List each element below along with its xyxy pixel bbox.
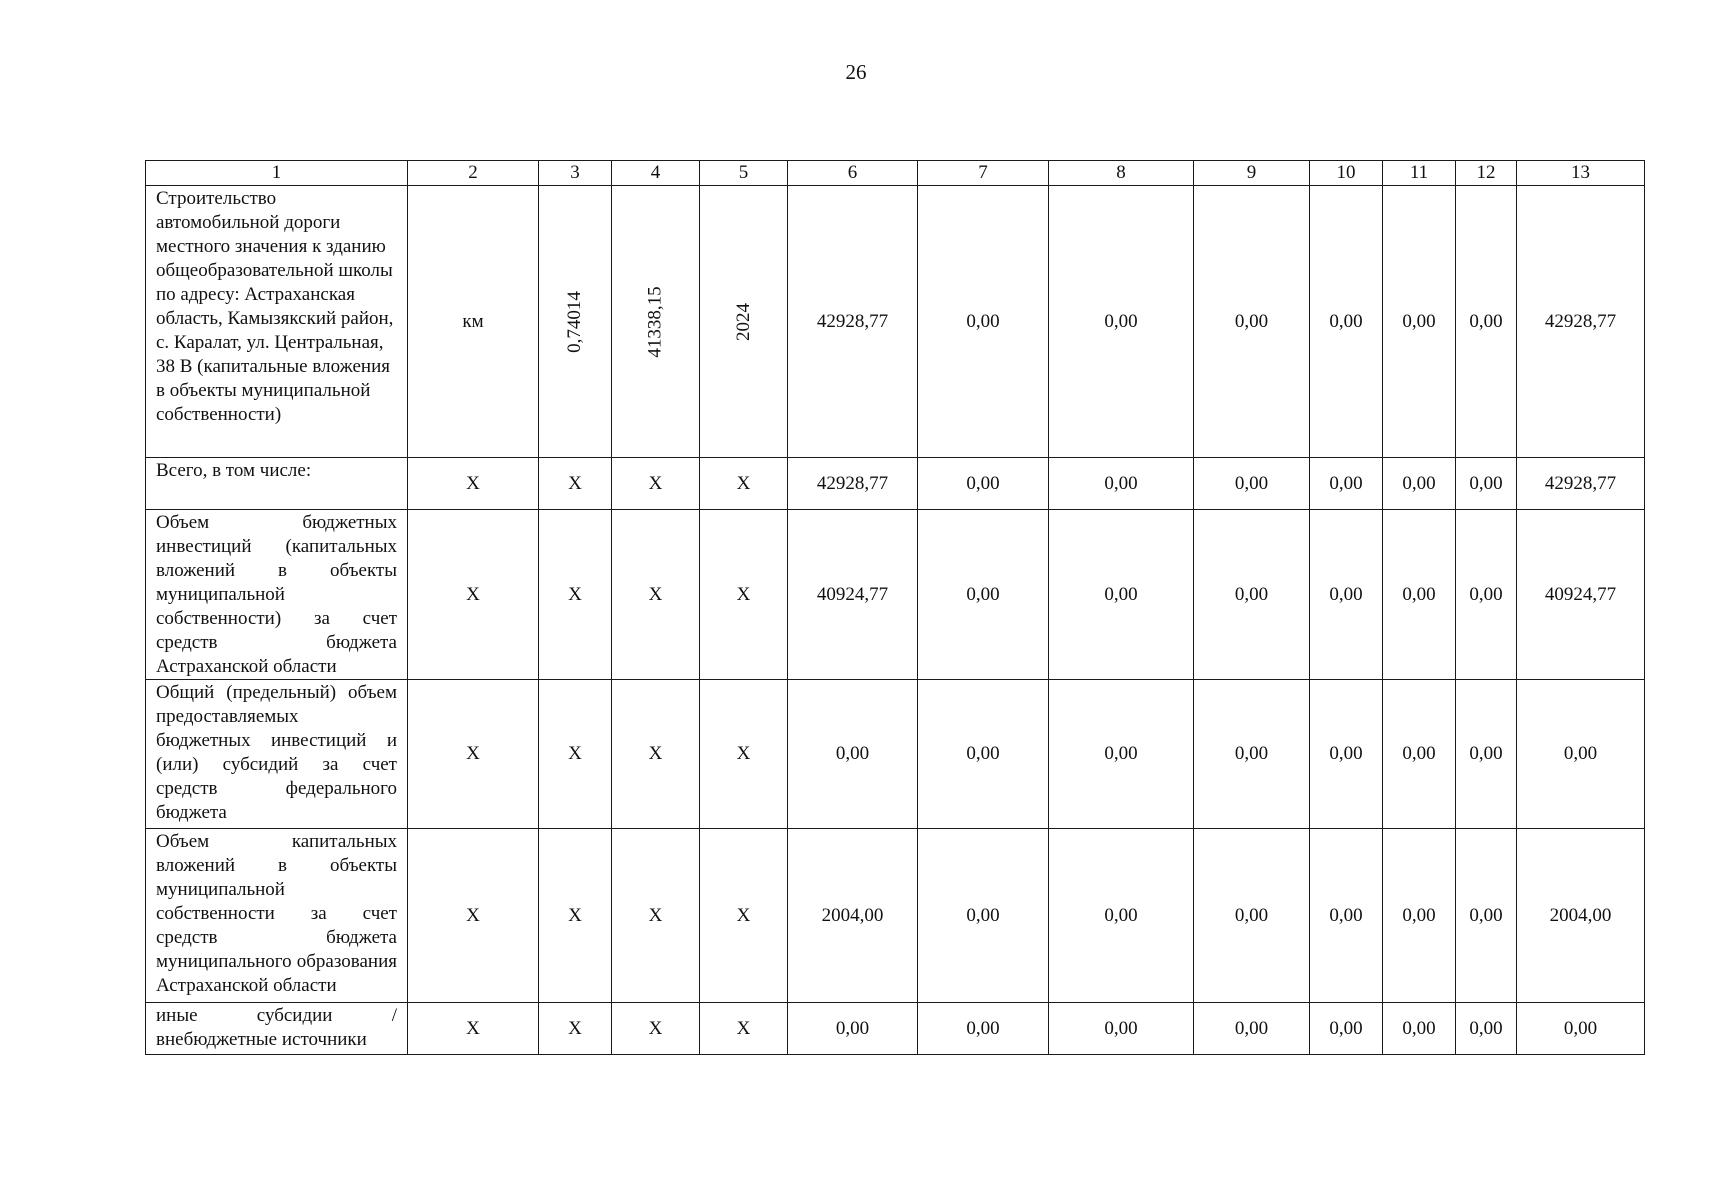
row-label: Объем бюджетных инвестиций (капитальных вложений в объекты муниципальной собственности) за счет средств бюджета Астраханской области (146, 510, 408, 680)
value-cell: 2004,00 (788, 829, 918, 1003)
value-cell: 0,00 (788, 1003, 918, 1055)
value-cell: 0,00 (1310, 458, 1383, 510)
value-cell: X (612, 1003, 700, 1055)
value-cell: X (612, 680, 700, 829)
table-row-federal-budget (146, 680, 1645, 829)
value-cell: 0,00 (1049, 458, 1194, 510)
header-cell: 10 (1310, 161, 1383, 186)
estimated-cost-value: 41338,15 (644, 285, 666, 358)
value-cell: 0,00 (1194, 458, 1310, 510)
row-label: Общий (предельный) объем предоставляемых бюджетных инвестиций и (или) субсидий за счет средств федерального бюджета (146, 680, 408, 829)
table-row-construction (146, 186, 1645, 458)
table-row-municipal-budget (146, 829, 1645, 1003)
year-value: 2024 (732, 302, 754, 341)
row-label: иные субсидии / внебюджетные источники (146, 1003, 408, 1055)
value-cell: 0,00 (1194, 829, 1310, 1003)
header-cell: 11 (1383, 161, 1456, 186)
value-cell: 42928,77 (1517, 186, 1645, 458)
header-cell: 13 (1517, 161, 1645, 186)
value-cell: 0,00 (1383, 510, 1456, 680)
table-row-total (146, 458, 1645, 510)
value-cell: X (700, 680, 788, 829)
value-cell: X (539, 1003, 612, 1055)
value-cell: 0,00 (1456, 680, 1517, 829)
capacity-cell (539, 186, 612, 458)
value-cell: X (539, 510, 612, 680)
value-cell: 0,00 (1456, 510, 1517, 680)
value-cell: X (700, 829, 788, 1003)
value-cell: X (700, 458, 788, 510)
value-cell: 42928,77 (788, 186, 918, 458)
header-cell: 5 (700, 161, 788, 186)
value-cell: X (612, 458, 700, 510)
header-cell: 3 (539, 161, 612, 186)
value-cell: 0,00 (918, 458, 1049, 510)
header-cell: 1 (146, 161, 408, 186)
value-cell: 40924,77 (788, 510, 918, 680)
value-cell: 0,00 (1194, 1003, 1310, 1055)
value-cell: X (612, 829, 700, 1003)
row-label: Всего, в том числе: (146, 458, 408, 510)
value-cell: 2004,00 (1517, 829, 1645, 1003)
unit-cell: км (408, 186, 539, 458)
value-cell: 0,00 (918, 680, 1049, 829)
header-cell: 9 (1194, 161, 1310, 186)
header-row (146, 161, 1645, 186)
value-cell: X (408, 680, 539, 829)
value-cell: 0,00 (918, 829, 1049, 1003)
value-cell: 0,00 (1456, 1003, 1517, 1055)
value-cell: 40924,77 (1517, 510, 1645, 680)
value-cell: 0,00 (1310, 510, 1383, 680)
value-cell: X (539, 458, 612, 510)
value-cell: X (700, 510, 788, 680)
value-cell: 0,00 (1194, 186, 1310, 458)
value-cell: X (612, 510, 700, 680)
header-cell: 12 (1456, 161, 1517, 186)
value-cell: 0,00 (1456, 458, 1517, 510)
header-cell: 6 (788, 161, 918, 186)
page-number: 26 (845, 60, 867, 84)
value-cell: X (408, 829, 539, 1003)
row-label: Строительство автомобильной дороги местного значения к зданию общеобразовательной школы по адресу: Астраханская область, Камызякский район, с. Каралат, ул. Центральная, 38 В (капитальные вложения в объекты муниципальной собственности) (146, 186, 408, 458)
value-cell: X (539, 680, 612, 829)
value-cell: 0,00 (1383, 680, 1456, 829)
value-cell: 0,00 (1310, 829, 1383, 1003)
value-cell: 0,00 (1049, 680, 1194, 829)
value-cell: 0,00 (1383, 458, 1456, 510)
value-cell: 0,00 (1517, 680, 1645, 829)
value-cell: 0,00 (1049, 1003, 1194, 1055)
value-cell: 0,00 (1383, 829, 1456, 1003)
value-cell: 0,00 (918, 1003, 1049, 1055)
value-cell: 0,00 (788, 680, 918, 829)
capacity-value: 0,74014 (564, 290, 585, 353)
header-cell: 4 (612, 161, 700, 186)
value-cell: 0,00 (1517, 1003, 1645, 1055)
value-cell: 0,00 (1310, 680, 1383, 829)
table-row-other-sources (146, 1003, 1645, 1055)
value-cell: 0,00 (1383, 186, 1456, 458)
header-cell: 8 (1049, 161, 1194, 186)
value-cell: 0,00 (1310, 1003, 1383, 1055)
value-cell: 0,00 (1194, 680, 1310, 829)
value-cell: 0,00 (1456, 186, 1517, 458)
header-cell: 2 (408, 161, 539, 186)
value-cell: 42928,77 (788, 458, 918, 510)
value-cell: 0,00 (918, 186, 1049, 458)
value-cell: 42928,77 (1517, 458, 1645, 510)
value-cell: 0,00 (1310, 186, 1383, 458)
value-cell: 0,00 (1049, 829, 1194, 1003)
value-cell: 0,00 (1194, 510, 1310, 680)
value-cell: 0,00 (1383, 1003, 1456, 1055)
value-cell: X (408, 1003, 539, 1055)
value-cell: 0,00 (1049, 186, 1194, 458)
header-cell: 7 (918, 161, 1049, 186)
investment-table (145, 160, 1645, 1055)
value-cell: X (408, 510, 539, 680)
row-label: Объем капитальных вложений в объекты муниципальной собственности за счет средств бюджета муниципального образования Астраханской области (146, 829, 408, 1003)
value-cell: 0,00 (918, 510, 1049, 680)
table-row-regional-budget (146, 510, 1645, 680)
value-cell: X (408, 458, 539, 510)
value-cell: X (700, 1003, 788, 1055)
value-cell: X (539, 829, 612, 1003)
value-cell: 0,00 (1456, 829, 1517, 1003)
value-cell: 0,00 (1049, 510, 1194, 680)
estimated-cost-cell (612, 186, 700, 458)
year-cell (700, 186, 788, 458)
